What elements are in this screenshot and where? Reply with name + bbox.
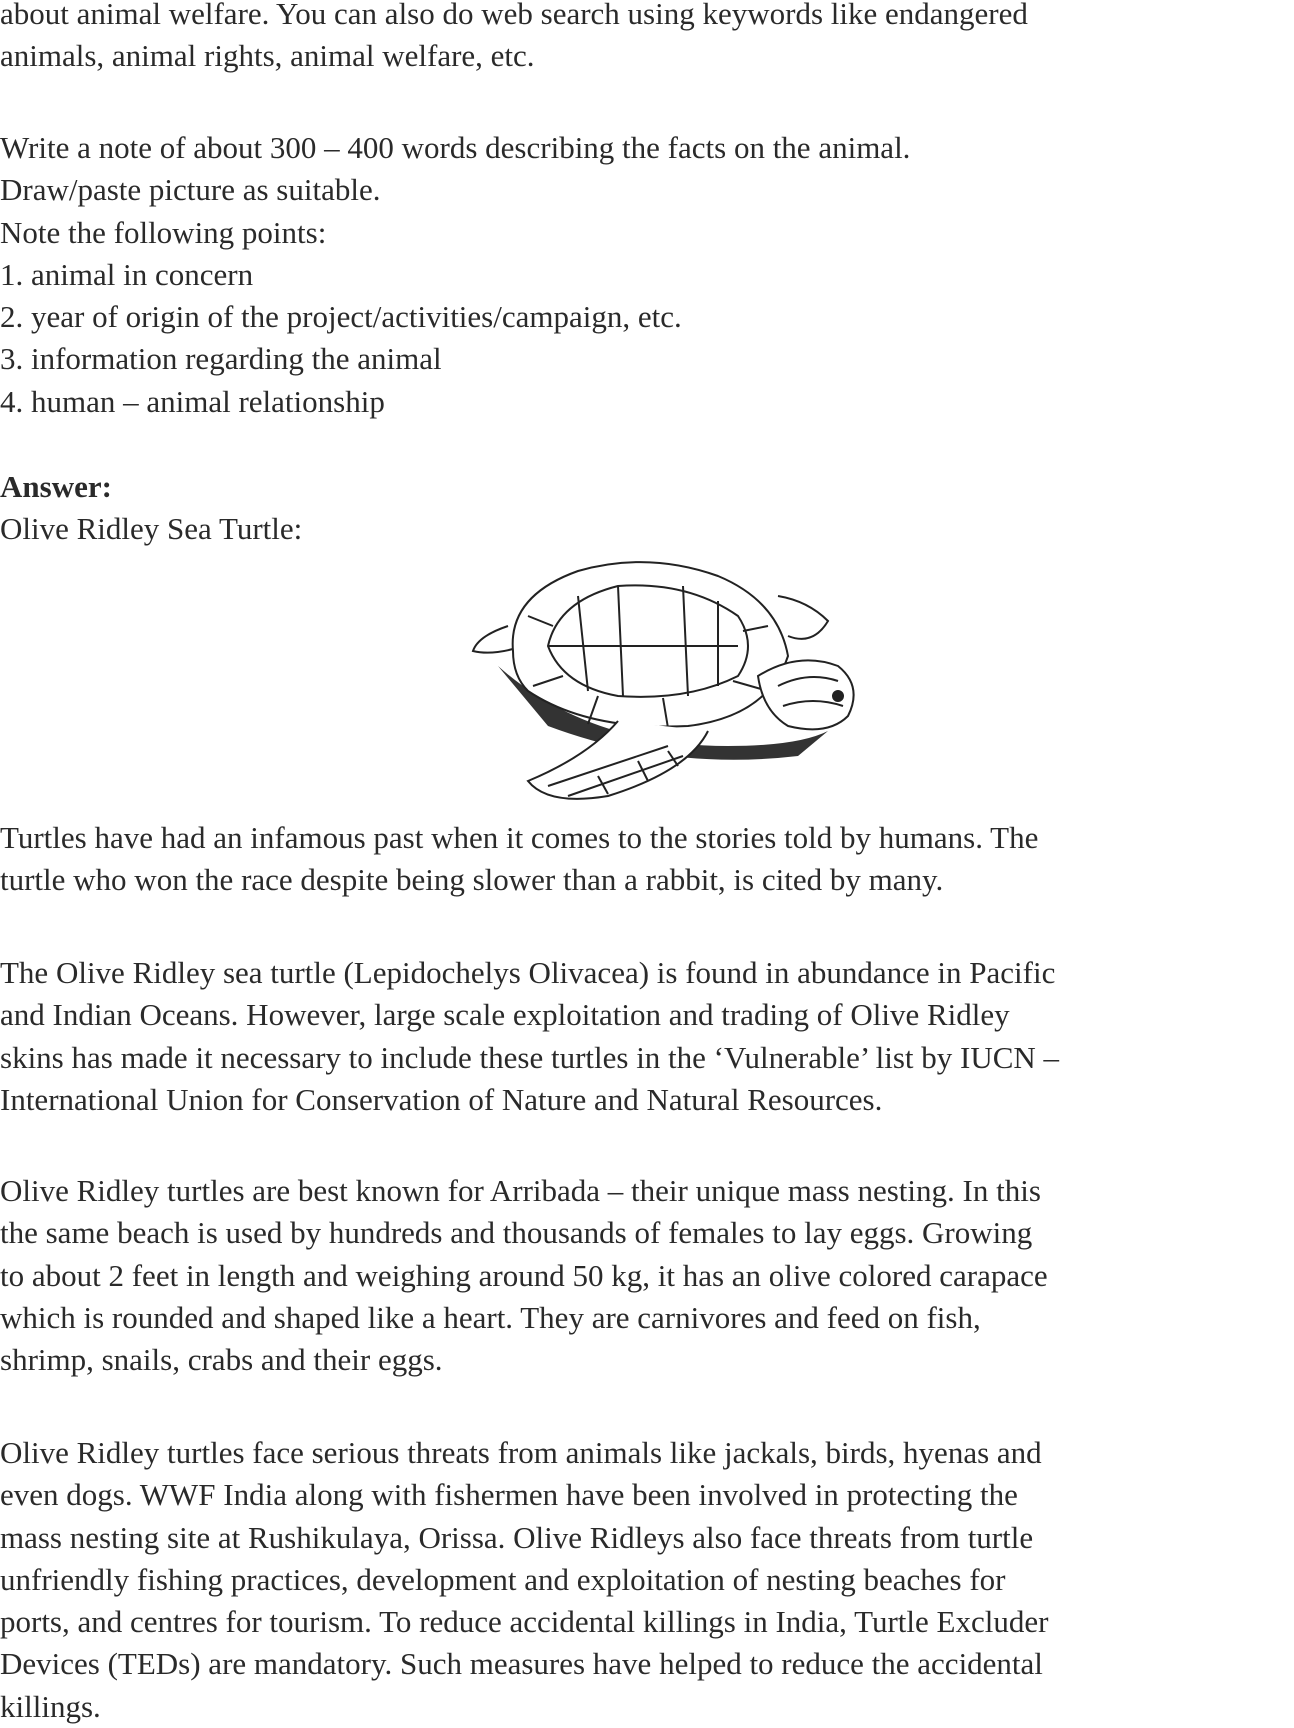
text-line: killings.: [0, 1688, 101, 1724]
paragraph-arribada: [0, 1170, 1294, 1381]
text-line: Devices (TEDs) are mandatory. Such measures have helped to reduce the accidental: [0, 1646, 1043, 1682]
text-line: animals, animal rights, animal welfare, etc.: [0, 38, 535, 74]
text-line: mass nesting site at Rushikulaya, Orissa. Olive Ridleys also face threats from turtle: [0, 1519, 1034, 1555]
text-line: unfriendly fishing practices, development and exploitation of nesting beaches for: [0, 1561, 1006, 1597]
text-line: The Olive Ridley sea turtle (Lepidochelys Olivacea) is found in abundance in Pacific: [0, 955, 1056, 990]
text-line: to about 2 feet in length and weighing around 50 kg, it has an olive colored carapace: [0, 1257, 1048, 1293]
text-line: Write a note of about 300 – 400 words describing the facts on the animal.: [0, 130, 911, 165]
text-line: Note the following points:: [0, 214, 327, 250]
answer-heading: Answer:: [0, 469, 112, 504]
text-line: shrimp, snails, crabs and their eggs.: [0, 1342, 443, 1378]
list-item: 3. information regarding the animal: [0, 341, 442, 377]
text-line: skins has made it necessary to include these turtles in the ‘Vulnerable’ list by IUCN –: [0, 1039, 1060, 1075]
answer-section: [0, 466, 1294, 551]
text-line: about animal welfare. You can also do web search using keywords like endangered: [0, 0, 1028, 31]
text-line: ports, and centres for tourism. To reduce accidental killings in India, Turtle Excluder: [0, 1604, 1049, 1640]
text-line: the same beach is used by hundreds and thousands of females to lay eggs. Growing: [0, 1215, 1033, 1251]
task-instructions: [0, 127, 1294, 423]
text-line: Olive Ridley turtles are best known for Arribada – their unique mass nesting. In this: [0, 1173, 1041, 1208]
list-item: 1. animal in concern: [0, 256, 254, 292]
list-item: 2. year of origin of the project/activities/campaign, etc.: [0, 299, 682, 335]
text-line: and Indian Oceans. However, large scale exploitation and trading of Olive Ridley: [0, 997, 1010, 1033]
text-line: Olive Ridley turtles face serious threats from animals like jackals, birds, hyenas and: [0, 1435, 1042, 1470]
paragraph-intro-turtles: [0, 817, 1294, 902]
text-line: which is rounded and shaped like a heart. They are carnivores and feed on fish,: [0, 1299, 981, 1335]
turtle-illustration: [468, 556, 888, 812]
paragraph-threats: [0, 1432, 1294, 1728]
text-line: Turtles have had an infamous past when it comes to the stories told by humans. The: [0, 820, 1039, 855]
text-line: Draw/paste picture as suitable.: [0, 172, 381, 208]
text-line: even dogs. WWF India along with fishermen have been involved in protecting the: [0, 1477, 1018, 1513]
text-line: turtle who won the race despite being slower than a rabbit, is cited by many.: [0, 862, 944, 898]
answer-subtitle: Olive Ridley Sea Turtle:: [0, 511, 303, 547]
intro-text: [0, 0, 1294, 78]
text-line: International Union for Conservation of Nature and Natural Resources.: [0, 1081, 883, 1117]
list-item: 4. human – animal relationship: [0, 383, 385, 419]
paragraph-habitat: [0, 952, 1294, 1121]
